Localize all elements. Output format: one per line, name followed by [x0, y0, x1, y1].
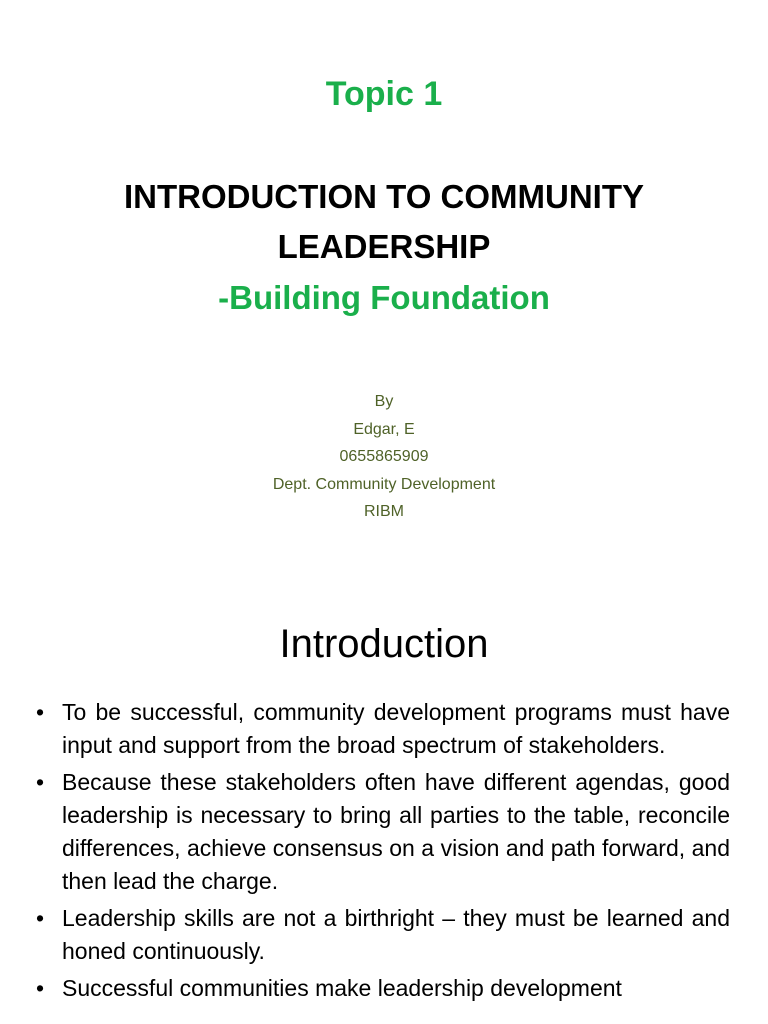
bullet-text: To be successful, community development programs must have input and support from the broad spectrum of stakeholders.: [62, 699, 730, 758]
author-department: Dept. Community Development: [272, 475, 496, 493]
main-title-line-2: LEADERSHIP: [277, 228, 491, 265]
bullet-icon: •: [36, 975, 45, 1001]
author-name: Edgar, E: [353, 420, 415, 438]
list-item: [36, 766, 730, 898]
author-block: [0, 388, 768, 526]
topic-label: Topic 1: [325, 75, 443, 113]
bullet-text: Because these stakeholders often have different agendas, good leadership is necessary to bring all parties to the table, reconcile differences, achieve consensus on a vision and path forward, and then lead the charge.: [62, 769, 730, 894]
bullet-text: Leadership skills are not a birthright – they must be learned and honed continuously.: [62, 905, 730, 964]
author-by: By: [374, 393, 394, 410]
list-item: [36, 902, 730, 968]
list-item: [36, 972, 730, 1005]
bullet-icon: •: [36, 769, 45, 795]
bullet-icon: •: [36, 699, 45, 725]
author-phone: 0655865909: [339, 448, 429, 465]
introduction-heading: Introduction: [279, 622, 489, 666]
author-institution: RIBM: [364, 503, 404, 520]
bullet-text: Successful communities make leadership development: [62, 975, 622, 1001]
list-item: [36, 696, 730, 762]
main-title: [0, 172, 768, 272]
main-title-line-1: INTRODUCTION TO COMMUNITY: [123, 178, 645, 215]
bullet-list: [36, 696, 730, 1009]
subtitle: -Building Foundation: [218, 279, 550, 316]
bullet-icon: •: [36, 905, 45, 931]
